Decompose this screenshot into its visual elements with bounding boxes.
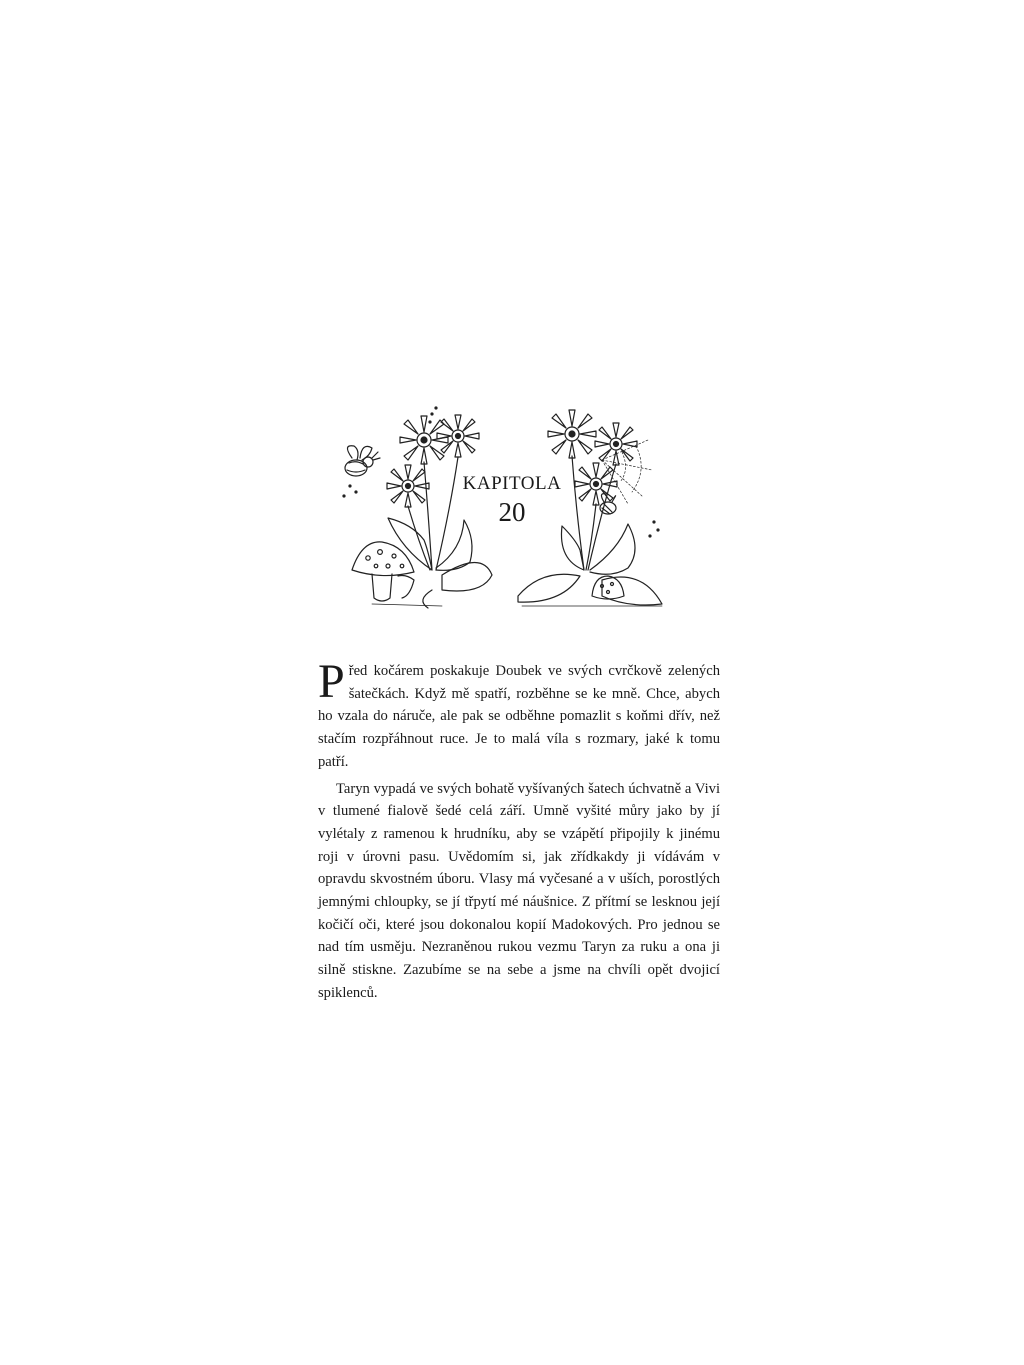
ground-line [372, 604, 662, 606]
chapter-number: 20 [498, 497, 526, 527]
mushroom-left [352, 542, 414, 601]
paragraph-1-text: řed kočárem poskakuje Doubek ve svých cvrčkově zelených šatečkách. Když mě spatří, rozběhne se ke mně. Chce, abych ho vzala do náruče, ale pak se odběhne pomazlit s koňmi dřív, než stačím rozpřáhnout ruce. Je to malá víla s rozmary, jaké k tomu patří. [318, 663, 720, 770]
drop-cap: P [318, 655, 345, 708]
bee-left [343, 446, 380, 497]
paragraph-1 [318, 655, 720, 774]
mushroom-right [592, 576, 624, 599]
chapter-heading [452, 474, 572, 526]
chapter-label: KAPITOLA [462, 473, 562, 494]
paragraph-2: Taryn vypadá ve svých bohatě vyšívaných šatech úchvatně a Vivi v tlumené fialově šedé celá září. Umně vyšité můry jako by jí vylétaly z ramenou k hrudníku, aby se vzápětí připojily k jinému roji v úrovni pasu. Uvědomím si, jak zřídkakdy ji vídávám v opravdu skvostném úboru. Vlasy má vyčesané a v uších, porostlých jemnými chloupky, se jí třpytí mé náušnice. Z přítmí se lesknou její kočičí oči, které jsou dokonalou kopií Madokových. Pro jednou se nad tím usměju. Nezraněnou rukou vezmu Taryn za ruku a ona ji silně stiskne. Zazubíme se na sebe a jsme na chvíli opět dvojicí spiklenců. [318, 780, 720, 1001]
leaves-left [388, 518, 492, 608]
chapter-text [318, 655, 720, 1005]
leaves-right [518, 524, 662, 605]
